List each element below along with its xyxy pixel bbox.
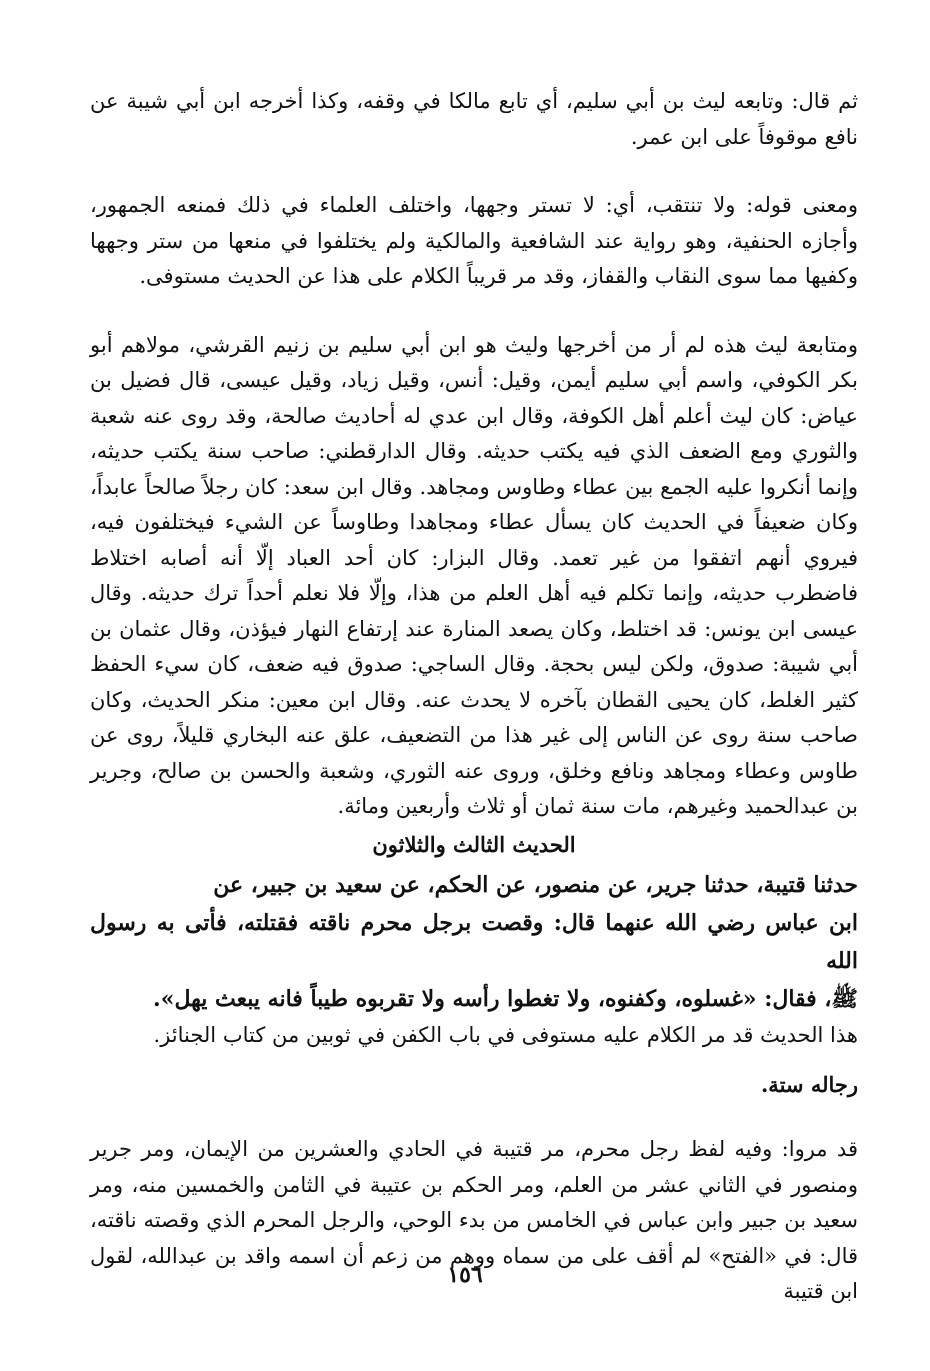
page-number: ١٥٦: [447, 1262, 483, 1288]
hadith-text: [90, 866, 858, 1018]
hadith-line: ﷺ، فقال: «غسلوه، وكفنوه، ولا تغطوا رأسه ولا تقربوه طيباً فانه يبعث يهل».: [153, 985, 858, 1012]
hadith-line: ابن عباس رضي الله عنهما قال: وقصت برجل محرم ناقته فقتلته، فأتى به رسول الله: [90, 909, 858, 974]
paragraph-meaning: ومعنى قوله: ولا تنتقب، أي: لا تستر وجهها، واختلف العلماء في ذلك فمنعه الجمهور، وأجازه الحنفية، وهو رواية عند الشافعية والمالكية ولم يختلفوا في منعها من ستر وجهها وكفيها مما سوى النقاب والقفاز، وقد مر قريباً الكلام على هذا عن الحديث مستوفى.: [90, 193, 858, 288]
hadith-note: هذا الحديث قد مر الكلام عليه مستوفى في باب الكفن في ثوبين من كتاب الجنائز.: [153, 1022, 858, 1047]
paragraph-narrators: قد مروا: وفيه لفظ رجل محرم، مر قتيبة في الحادي والعشرين من الإيمان، ومر جرير ومنصور في الثاني عشر من العلم، ومر الحكم بن عتيبة في الثامن والخمسين منه، ومر سعيد بن جبير وابن عباس في الخامس من بدء الوحي، والرجل المحرم الذي وقصته ناقته، قال: في «الفتح» لم أقف على من سماه ووهم من زعم أن اسمه واقد بن عبدالله، لقول ابن قتيبة: [90, 1137, 858, 1303]
narrators-count: رجاله ستة.: [761, 1072, 858, 1097]
section-heading: الحديث الثالث والثلاثون: [372, 831, 576, 857]
paragraph-narrator-biography: ومتابعة ليث هذه لم أر من أخرجها وليث هو ابن أبي سليم بن زنيم القرشي، مولاهم أبو بكر الكوفي، واسم أبي سليم أيمن، وقيل: أنس، وقيل زياد، وقيل عيسى، قال فضيل بن عياض: كان ليث أعلم أهل الكوفة، وقال ابن عدي له أحاديث صالحة، وقد روى عنه شعبة والثوري ومع الضعف الذي فيه يكتب حديثه. وقال الدارقطني: صاحب سنة يكتب حديثه، وإنما أنكروا عليه الجمع بين عطاء وطاوس ومجاهد. وقال ابن سعد: كان رجلاً صالحاً عابداً، وكان ضعيفاً في الحديث كان يسأل عطاء ومجاهدا وطاوساً عن الشيء فيختلفون فيه، فيروي أنهم اتفقوا من غير تعمد. وقال البزار: كان أحد العباد إلّا أنه أصابه اختلاط فاضطرب حديثه، وإنما تكلم فيه أهل العلم من هذا، وإلّا فلا نعلم أحداً ترك حديثه. وقال عيسى ابن يونس: قد اختلط، وكان يصعد المنارة عند إرتفاع النهار فيؤذن، وقال عثمان بن أبي شيبة: صدوق، ولكن ليس بحجة. وقال الساجي: صدوق فيه ضعف، كان سيء الحفظ كثير الغلط، كان يحيى القطان بآخره لا يحدث عنه. وقال ابن معين: منكر الحديث، وكان صاحب سنة روى عن الناس إلى غير هذا من التضعيف، علق عنه البخاري قليلاً، روى عن طاوس وعطاء ومجاهد ونافع وخلق، وروى عنه الثوري، وشعبة والحسن بن صالح، وجرير بن عبدالحميد وغيرهم، مات سنة ثمان أو ثلاث وأربعين ومائة.: [90, 332, 858, 818]
paragraph-continuation: ثم قال: وتابعه ليث بن أبي سليم، أي تابع مالكا في وقفه، وكذا أخرجه ابن أبي شيبة عن نافع موقوفاً على ابن عمر.: [90, 89, 858, 149]
hadith-line: حدثنا قتيبة، حدثنا جرير، عن منصور، عن الحكم، عن سعيد بن جبير، عن: [213, 871, 858, 898]
